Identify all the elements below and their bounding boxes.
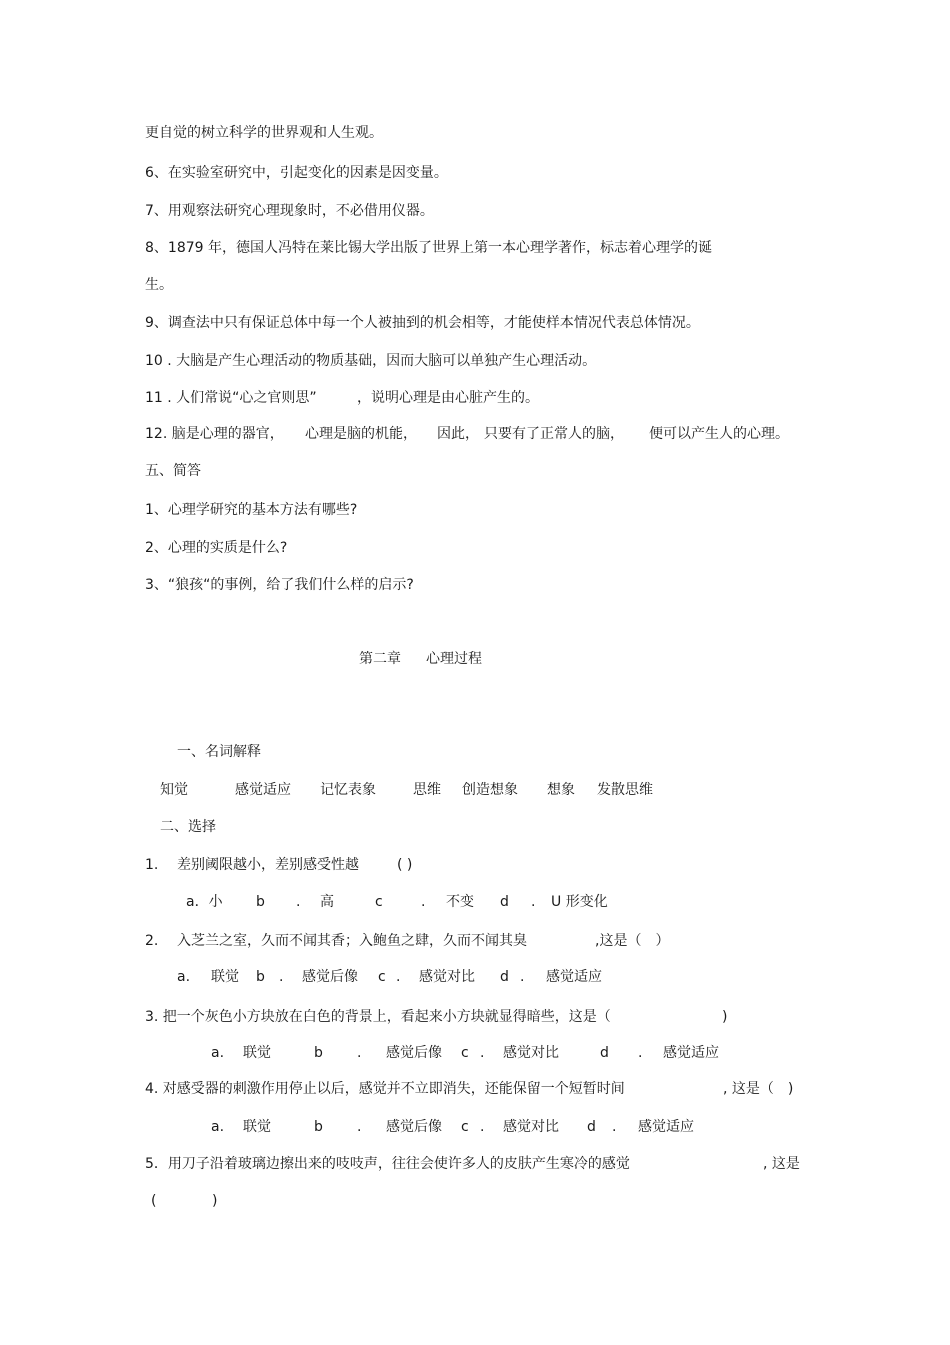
section-heading-terms: 一、名词解释 [177, 744, 261, 760]
statement-11 [0, 388, 950, 408]
option-dot: . [396, 969, 401, 985]
option-d-letter: d [587, 1119, 596, 1135]
option-b: 感觉后像 [386, 1119, 442, 1135]
paragraph-continuation: 更自觉的树立科学的世界观和人生观。 [145, 125, 383, 141]
question-text: 5．用刀子沿着玻璃边擦出来的吱吱声，往往会使许多人的皮肤产生寒冷的感觉 [145, 1156, 630, 1172]
question-text: 4. 对感受器的刺激作用停止以后，感觉并不立即消失，还能保留一个短暂时间 [145, 1081, 625, 1097]
option-a: 联觉 [243, 1119, 271, 1135]
chapter-heading [0, 649, 950, 669]
option-c-letter: c [378, 969, 386, 985]
question-text: 3. 把一个灰色小方块放在白色的背景上，看起来小方块就显得暗些，这是（ [145, 1009, 611, 1025]
statement-12-part-3: 因此， [437, 426, 479, 442]
term-item: 记忆表象 [320, 782, 376, 798]
question-1-options [0, 892, 950, 912]
option-d: 感觉适应 [546, 969, 602, 985]
option-c-letter: c [375, 894, 383, 910]
option-dot: . [638, 1045, 643, 1061]
answer-blank: , 这是（ ) [723, 1081, 794, 1097]
option-d: 感觉适应 [663, 1045, 719, 1061]
option-b-letter: b [314, 1045, 323, 1061]
statement-9: 9、调查法中只有保证总体中每一个人被抽到的机会相等，才能使样本情况代表总体情况。 [145, 315, 700, 331]
question-text: 差别阈限越小，差别感受性越 [177, 857, 359, 873]
statement-11-part-2: ，说明心理是由心脏产生的。 [357, 390, 539, 406]
option-a-letter: a. [177, 969, 191, 985]
section-heading-short-answer: 五、简答 [145, 463, 201, 479]
option-dot: . [531, 894, 536, 910]
question-1 [0, 855, 950, 875]
option-c: 感觉对比 [503, 1045, 559, 1061]
option-a: a．小 [186, 894, 223, 910]
option-d: U 形变化 [551, 894, 608, 910]
chapter-number: 第二章 [359, 651, 401, 667]
option-a-letter: a. [211, 1045, 225, 1061]
option-b: 高 [320, 894, 334, 910]
question-3 [0, 1007, 950, 1027]
question-4 [0, 1079, 950, 1099]
option-c: 感觉对比 [503, 1119, 559, 1135]
option-c-letter: c [461, 1045, 469, 1061]
chapter-title: 心理过程 [426, 651, 482, 667]
answer-blank: ,这是（ ） [595, 933, 670, 949]
option-d-letter: d [600, 1045, 609, 1061]
statement-12-part-2: 心理是脑的机能， [305, 426, 417, 442]
short-answer-1: 1、心理学研究的基本方法有哪些? [145, 502, 358, 518]
option-dot: . [480, 1119, 485, 1135]
short-answer-2: 2、心理的实质是什么? [145, 540, 288, 556]
question-4-options [0, 1117, 950, 1137]
option-dot: . [480, 1045, 485, 1061]
option-c: 感觉对比 [419, 969, 475, 985]
option-a: 联觉 [211, 969, 239, 985]
question-5-blank [0, 1191, 950, 1211]
answer-prompt: , 这是 [763, 1156, 800, 1172]
short-answer-3: 3、“狼孩“的事例，给了我们什么样的启示? [145, 577, 414, 593]
answer-blank: ( ) [397, 857, 413, 873]
term-item: 感觉适应 [235, 782, 291, 798]
option-c: 不变 [446, 894, 474, 910]
term-item: 创造想象 [462, 782, 518, 798]
option-b: 感觉后像 [386, 1045, 442, 1061]
term-list [0, 780, 950, 800]
option-dot: . [357, 1045, 362, 1061]
answer-blank-close: ) [212, 1193, 218, 1209]
statement-8: 8、1879 年，德国人冯特在莱比锡大学出版了世界上第一本心理学著作，标志着心理学的诞 [145, 240, 712, 256]
term-item: 思维 [413, 782, 441, 798]
statement-7: 7、用观察法研究心理现象时，不必借用仪器。 [145, 203, 434, 219]
option-dot: . [296, 894, 301, 910]
option-b: 感觉后像 [302, 969, 358, 985]
question-text: 入芝兰之室，久而不闻其香；入鲍鱼之肆，久而不闻其臭 [177, 933, 527, 949]
question-2-options [0, 967, 950, 987]
statement-8-continued: 生。 [145, 277, 173, 293]
statement-12-part-5: 便可以产生人的心理。 [649, 426, 789, 442]
option-b-letter: b [256, 894, 265, 910]
answer-blank-open: ( [151, 1193, 157, 1209]
option-d-letter: d [500, 969, 509, 985]
term-item: 发散思维 [597, 782, 653, 798]
option-d-letter: d [500, 894, 509, 910]
term-item: 想象 [547, 782, 575, 798]
question-number: 2. [145, 933, 159, 949]
option-dot: . [279, 969, 284, 985]
option-dot: . [421, 894, 426, 910]
statement-12 [0, 424, 950, 444]
statement-6: 6、在实验室研究中，引起变化的因素是因变量。 [145, 165, 448, 181]
section-heading-choice: 二、选择 [160, 819, 216, 835]
option-a: 联觉 [243, 1045, 271, 1061]
option-b-letter: b [256, 969, 265, 985]
question-2 [0, 931, 950, 951]
question-number: 1. [145, 857, 159, 873]
statement-12-part-4: 只要有了正常人的脑， [484, 426, 624, 442]
option-d: 感觉适应 [638, 1119, 694, 1135]
statement-10: 10 . 大脑是产生心理活动的物质基础，因而大脑可以单独产生心理活动。 [145, 353, 597, 369]
option-dot: . [520, 969, 525, 985]
option-a-letter: a. [211, 1119, 225, 1135]
statement-11-part-1: 11 . 人们常说“心之官则思” [145, 390, 317, 406]
option-c-letter: c [461, 1119, 469, 1135]
option-dot: . [357, 1119, 362, 1135]
option-b-letter: b [314, 1119, 323, 1135]
question-3-options [0, 1043, 950, 1063]
option-dot: . [612, 1119, 617, 1135]
question-5 [0, 1154, 950, 1174]
answer-blank-close: ) [722, 1009, 728, 1025]
term-item: 知觉 [160, 782, 188, 798]
statement-12-part-1: 12. 脑是心理的器官， [145, 426, 284, 442]
